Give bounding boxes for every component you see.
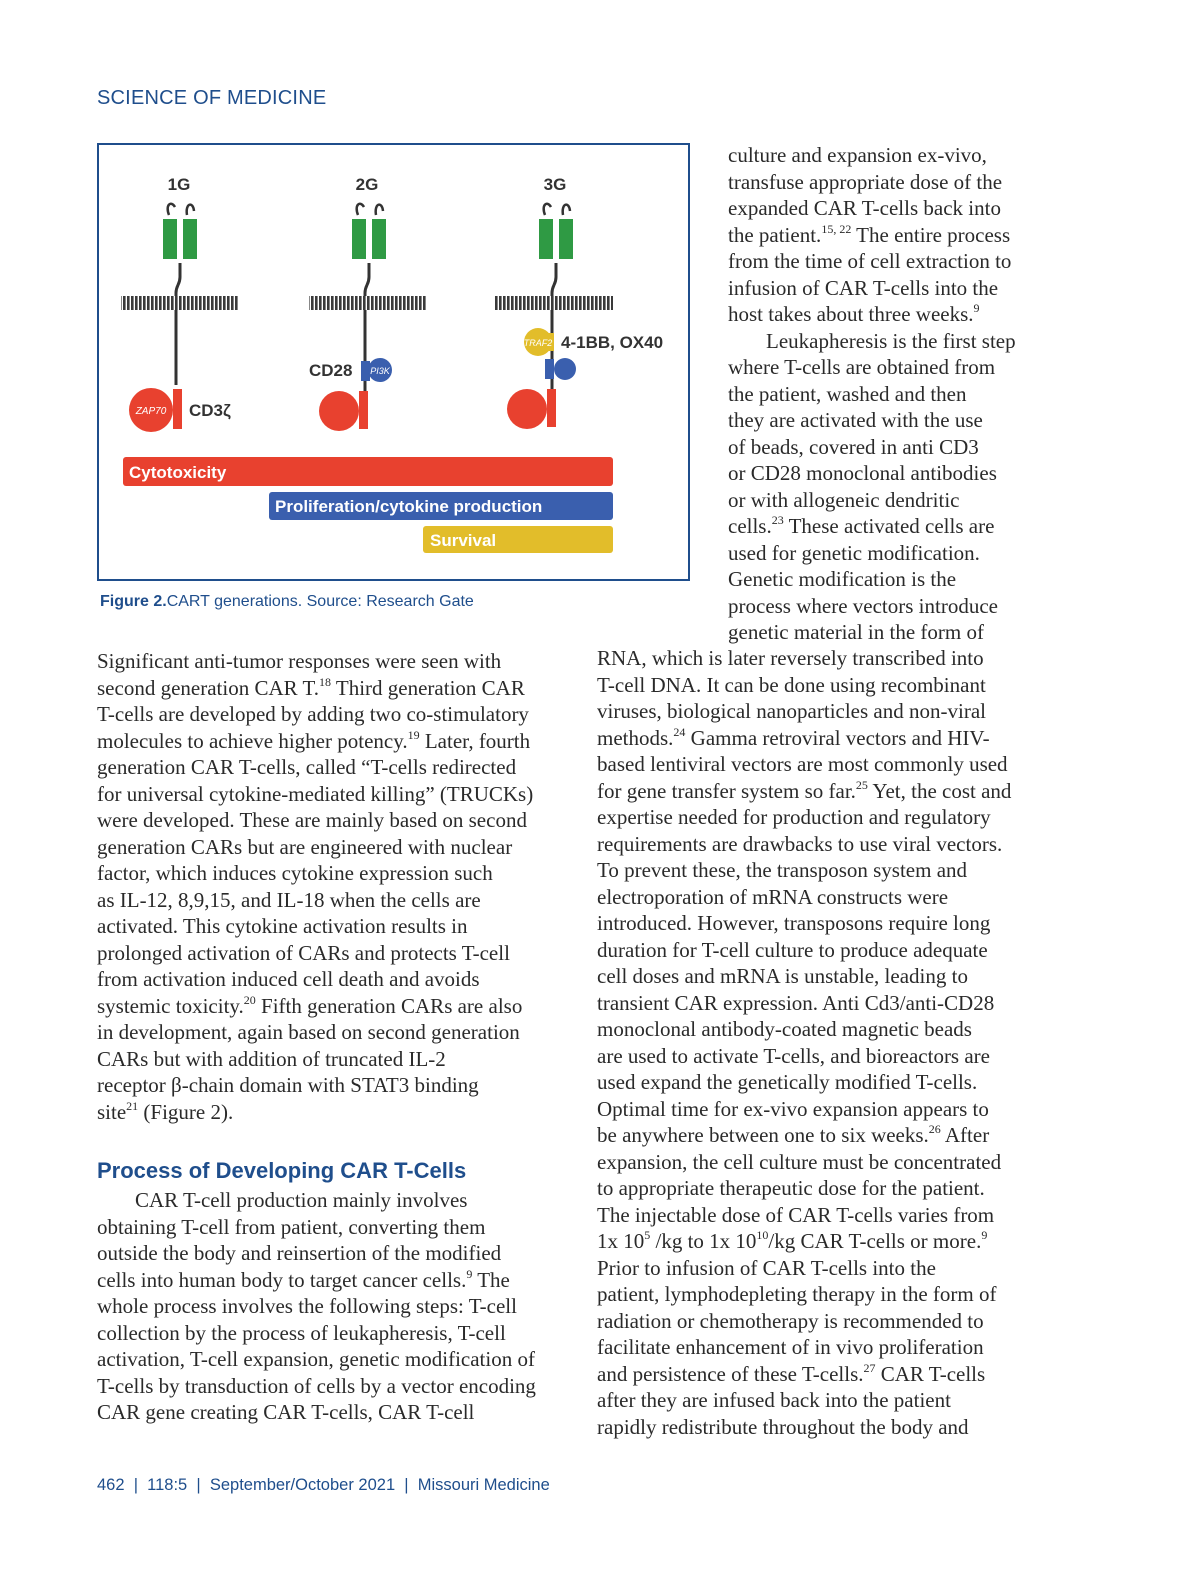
traf2-label: TRAF2 bbox=[523, 338, 553, 348]
gen-label-3g: 3G bbox=[543, 175, 567, 194]
figure-car-generations bbox=[97, 143, 690, 581]
survival-label: Survival bbox=[430, 531, 497, 550]
figure-caption-label: Figure 2. bbox=[100, 593, 167, 610]
cytotoxicity-label: Cytotoxicity bbox=[129, 463, 227, 482]
left-column-section-body: CAR T-cell production mainly involves obtaining T-cell from patient, converting them outside the body and reinsertion of the modified cells into human body to target cancer cells.$^9$ The whole process involves the following steps: T-cell collection by the process of leukapheresis, T-cell activation, T-cell expansion, genetic modification of T-cells by transduction of cells by a vector encoding CAR gene creating CAR T-cells, CAR T-cell bbox=[97, 1188, 536, 1424]
receptor-1g bbox=[163, 204, 197, 385]
left-column-body: Significant anti-tumor responses were seen with second generation CAR T.$^{18}$ Third generation CAR T-cells are developed by adding two co-stimulatory molecules to achieve higher potency.$^{19}$ Later, fourth generation CAR T-cells, called “T-cells redirected for universal cytokine-mediated killing” (TRUCKs) were developed. These are mainly based on second generation CARs but are engineered with nuclear factor, which induces cytokine expression such as IL-12, 8,9,15, and IL-18 when the cells are activated. This cytokine activation results in prolonged activation of CARs and protects T-cell from activation induced cell death and avoids systemic toxicity.$^{20}$ Fifth generation CARs are also in development, again based on second generation CARs but with addition of truncated IL-2 receptor β-chain domain with STAT3 binding site$^{21}$ (Figure 2). bbox=[97, 649, 534, 1124]
membrane-2g bbox=[309, 296, 427, 310]
right-column-top: culture and expansion ex-vivo, transfuse appropriate dose of the expanded CAR T-cells back into the patient.$^{15, 22}$ The entire process from the time of cell extraction to infusion of CAR T-cells into the host takes about three weeks.$^9$ Leukapheresis is the first step where T-cells are obtained from the patient, washed and then they are activated with the use of beads, covered in anti CD3 or CD28 monoclonal antibodies or with allogeneic dendritic cells.$^{23}$ These activated cells are used for genetic modification. Genetic modification is the process where vectors introduce genetic material in the form of bbox=[728, 143, 1016, 644]
signaling-3g bbox=[507, 328, 663, 429]
proliferation-label: Proliferation/cytokine production bbox=[275, 497, 543, 516]
membrane-1g bbox=[121, 296, 239, 310]
page-footer: 462 | 118:5 | September/October 2021 | Missouri Medicine bbox=[97, 1476, 550, 1494]
pi3k-label: PI3K bbox=[370, 366, 390, 376]
signaling-1g bbox=[129, 388, 231, 432]
car-generations-diagram bbox=[99, 145, 689, 580]
figure-caption-text: CART generations. Source: Research Gate bbox=[166, 593, 474, 610]
gen-label-1g: 1G bbox=[167, 175, 191, 194]
cd28-label: CD28 bbox=[309, 361, 353, 380]
cd3z-label: CD3ζ bbox=[189, 401, 231, 420]
zap70-label: ZAP70 bbox=[135, 406, 167, 417]
gen-label-2g: 2G bbox=[355, 175, 379, 194]
figure-caption bbox=[100, 593, 474, 611]
section-header: SCIENCE OF MEDICINE bbox=[97, 87, 327, 109]
membrane-3g bbox=[495, 296, 613, 310]
right-column-bottom: RNA, which is later reversely transcribed into T-cell DNA. It can be done using recombinant viruses, biological nanoparticles and non-viral methods.$^{24}$ Gamma retroviral vectors and HIV- based lentiviral vectors are most commonly used for gene transfer system so far.$^{25}$ Yet, the cost and expertise needed for production and regulatory requirements are drawbacks to use viral vectors. To prevent these, the transposon system and electroporation of mRNA constructs were introduced. However, transposons require long duration for T-cell culture to produce adequate cell doses and mRNA is unstable, leading to transient CAR expression. Anti Cd3/anti-CD28 monoclonal antibody-coated magnetic beads are used to activate T-cells, and bioreactors are used expand the genetically modified T-cells. Optimal time for ex-vivo expansion appears to be anywhere between one to six weeks.$^{26}$ After expansion, the cell culture must be concentrated to appropriate therapeutic dose for the patient. The injectable dose of CAR T-cells varies from 1x $10^5$ /kg to 1x $10^{10}/kg$ CAR T-cells or more.$^9$ Prior to infusion of CAR T-cells into the patient, lymphodepleting therapy in the form of radiation or chemotherapy is recommended to facilitate enhancement of in vivo proliferation and persistence of these T-cells.$^{27}$ CAR T-cells after they are infused back into the patient rapidly redistribute throughout the body and bbox=[597, 646, 1012, 1439]
costim-label: 4-1BB, OX40 bbox=[561, 333, 664, 352]
signaling-2g bbox=[309, 358, 392, 431]
section-heading: Process of Developing CAR T-Cells bbox=[97, 1158, 467, 1183]
